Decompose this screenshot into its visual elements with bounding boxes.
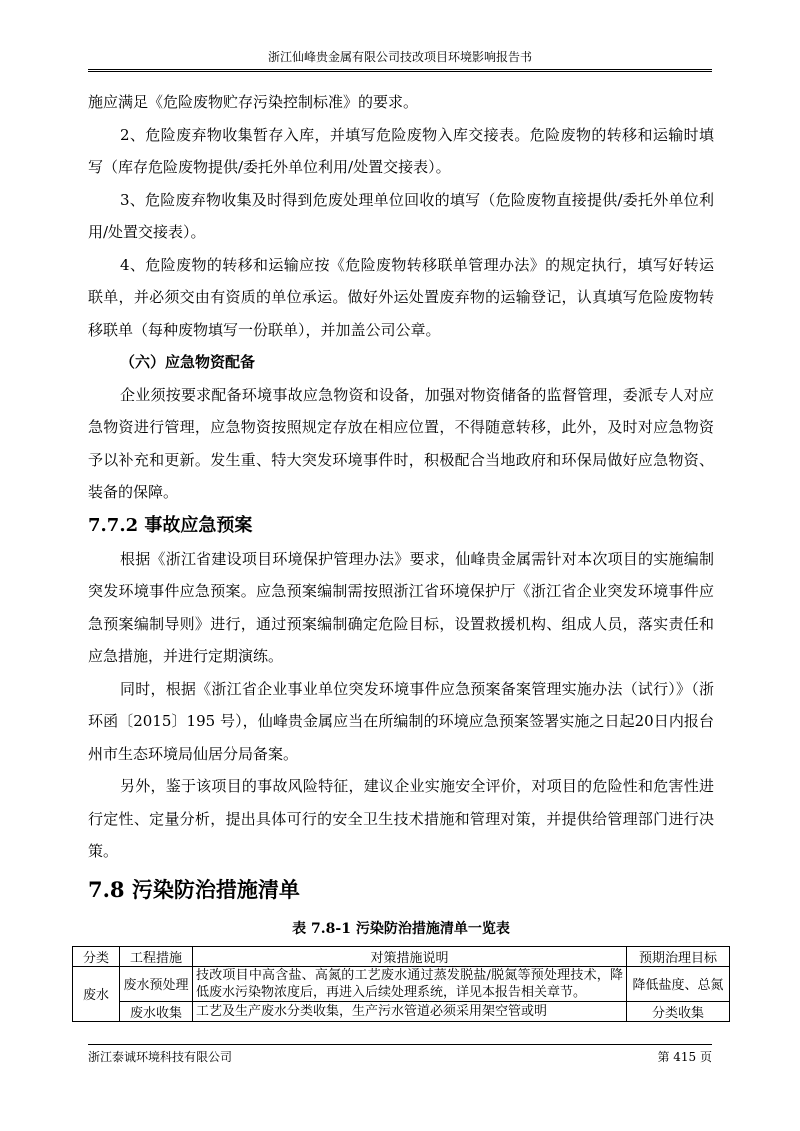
paragraph: 另外，鉴于该项目的事故风险特征，建议企业实施安全评价，对项目的危险性和危害性进行定性、定量分析，提出具体可行的安全卫生技术措施和管理对策，并提供给管理部门进行决策。 [88, 777, 714, 860]
page-header [88, 48, 712, 70]
table-header-row [73, 946, 730, 966]
subsection-heading: （六）应急物资配备 [120, 353, 256, 371]
header-rule [88, 71, 712, 72]
paragraph: 4、危险废物的转移和运输应按《危险废物转移联单管理办法》的规定执行，填写好转运联单，并必须交由有资质的单位承运。做好外运处置废弃物的运输登记，认真填写危险废物转移联单（每种废物填写一份联单），并加盖公司公章。 [88, 255, 714, 339]
table-cell-description: 技改项目中高含盐、高氮的工艺废水通过蒸发脱盐/脱氮等预处理技术，降低废水污染物浓度后，再进入后续处理系统，详见本报告相关章节。 [193, 966, 627, 1001]
paragraph: 同时，根据《浙江省企业事业单位突发环境事件应急预案备案管理实施办法（试行）》（浙环函〔2015〕195 号），仙峰贵金属应当在所编制的环境应急预案签署实施之日起20日内报台州市生态环境局仙居分局备案。 [88, 679, 714, 763]
table-row [73, 966, 730, 1001]
table-cell-description: 工艺及生产废水分类收集，生产污水管道必须采用架空管或明 [193, 1001, 627, 1021]
paragraph: 3、危险废弃物收集及时得到危废处理单位回收的填写（危险废物直接提供/委托外单位利用/处置交接表）。 [88, 190, 714, 241]
header-title: 浙江仙峰贵金属有限公司技改项目环境影响报告书 [267, 50, 532, 64]
section-heading-7-8: 7.8 污染防治措施清单 [88, 876, 300, 902]
page-number: 第 415 页 [657, 1050, 712, 1064]
table-cell-measure: 废水预处理 [120, 966, 193, 1001]
paragraph: 施应满足《危险废物贮存污染控制标准》的要求。 [88, 93, 419, 111]
document-body [82, 86, 724, 1022]
column-header: 工程措施 [120, 946, 193, 966]
paragraph: 企业须按要求配备环境事故应急物资和设备，加强对物资储备的监督管理，委派专人对应急物资进行管理，应急物资按照规定存放在相应位置，不得随意转移，此外，及时对应急物资予以补充和更新。发生重、特大突发环境事件时，积极配合当地政府和环保局做好应急物资、装备的保障。 [88, 385, 714, 501]
table-cell-target: 分类收集 [627, 1001, 730, 1021]
table-cell-measure: 废水收集 [120, 1001, 193, 1021]
page-footer [88, 1044, 712, 1065]
section-heading-7-7-2: 7.7.2 事故应急预案 [88, 514, 253, 536]
table-cell-category: 废水 [73, 966, 120, 1021]
column-header: 对策措施说明 [193, 946, 627, 966]
table-caption: 表 7.8-1 污染防治措施清单一览表 [292, 920, 510, 937]
column-header: 预期治理目标 [627, 946, 730, 966]
measures-table [72, 946, 730, 1022]
paragraph: 根据《浙江省建设项目环境保护管理办法》要求，仙峰贵金属需针对本次项目的实施编制突发环境事件应急预案。应急预案编制需按照浙江省环境保护厅《浙江省企业突发环境事件应急预案编制导则》进行，通过预案编制确定危险目标，设置救援机构、组成人员，落实责任和应急措施，并进行定期演练。 [88, 549, 714, 665]
table-row [73, 1001, 730, 1021]
column-header: 分类 [73, 946, 120, 966]
table-cell-target: 降低盐度、总氮 [627, 966, 730, 1001]
paragraph: 2、危险废弃物收集暂存入库，并填写危险废物入库交接表。危险废物的转移和运输时填写（库存危险废物提供/委托外单位利用/处置交接表）。 [88, 125, 714, 176]
footer-company: 浙江泰诚环境科技有限公司 [88, 1050, 233, 1064]
